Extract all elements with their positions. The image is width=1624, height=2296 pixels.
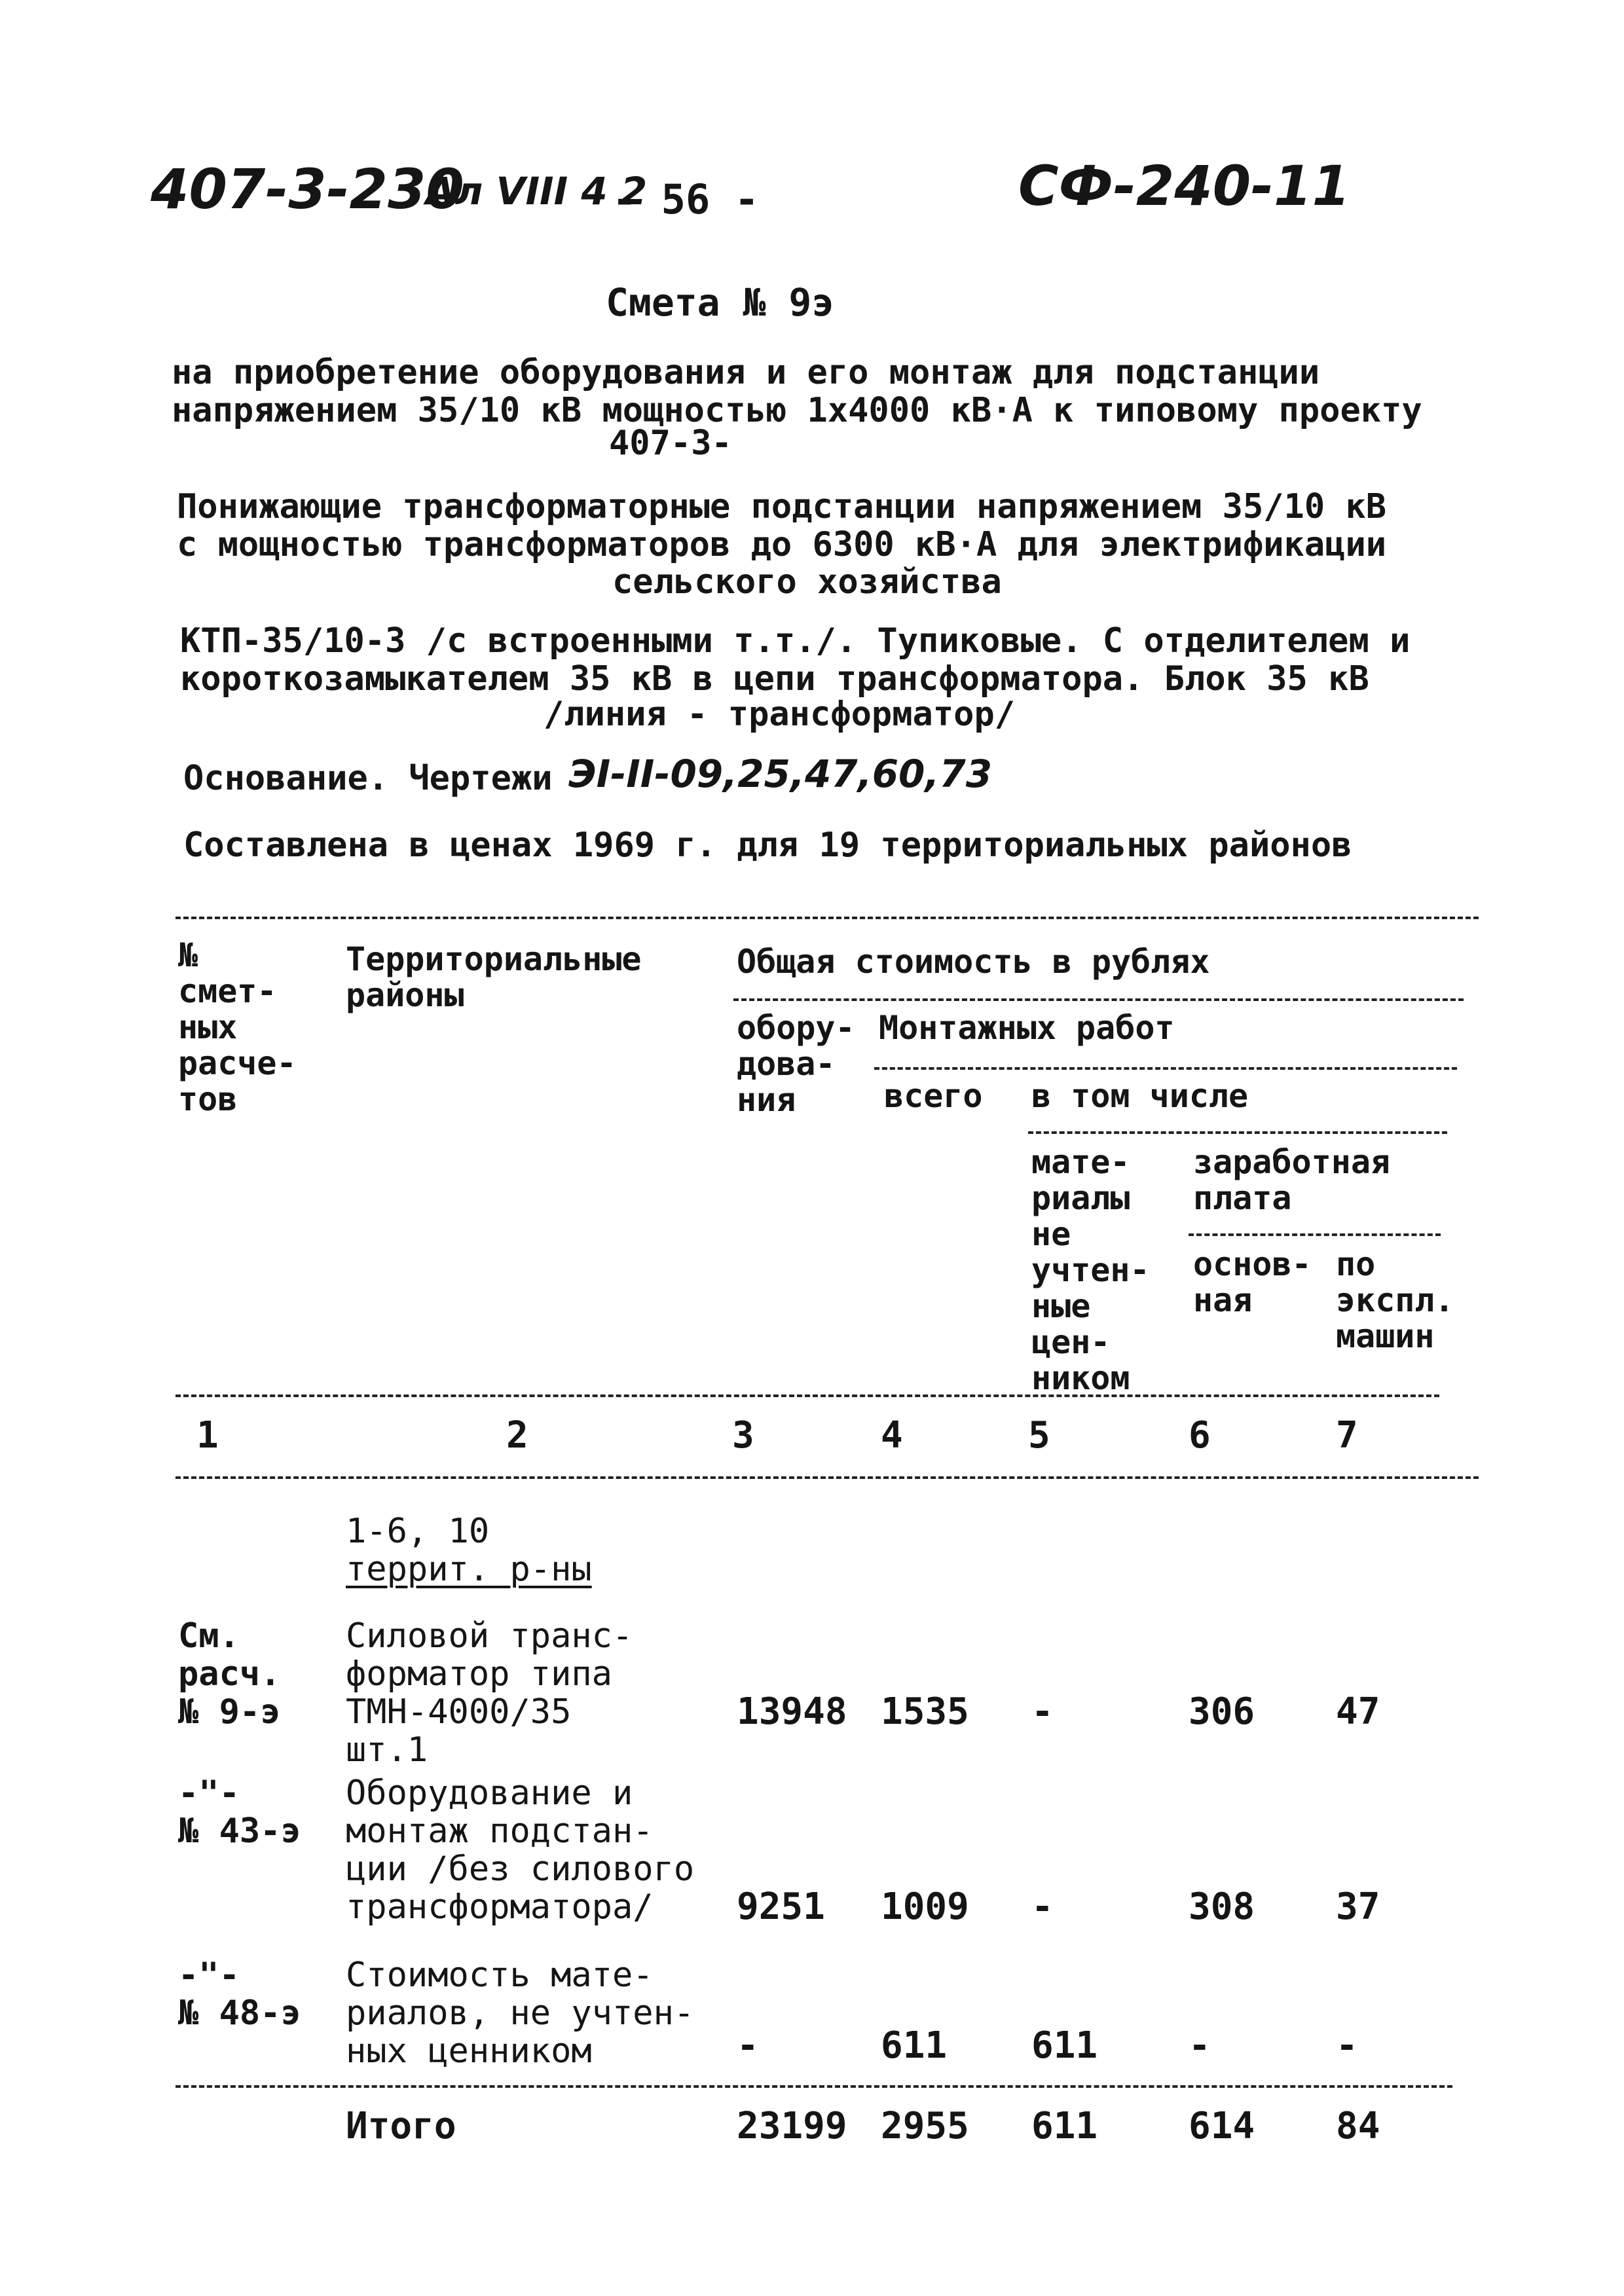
table-row-2-ref: -"- № 43-э — [178, 1774, 301, 1851]
column-number-6: 6 — [1189, 1414, 1211, 1457]
total-row-equipment: 23199 — [737, 2105, 847, 2147]
basis-drawings: ЭI-II-09,25,47,60,73 — [568, 752, 993, 796]
col-machine-wages-header: по экспл. машин — [1336, 1245, 1454, 1355]
col-regions-header: Территориальные районы — [346, 940, 642, 1014]
including-rule — [1028, 1131, 1447, 1134]
project-line-1: Понижающие трансформаторные подстанции напряжением 35/10 кВ — [177, 487, 1387, 526]
table-row-1-materials: - — [1031, 1690, 1054, 1733]
price-basis: Составлена в ценах 1969 г. для 19 территориальных районов — [183, 826, 1352, 865]
table-row-3-machines: - — [1336, 2024, 1358, 2067]
basis-label: Основание. Чертежи — [183, 759, 553, 798]
col-estimate-number-header: № смет- ных расче- тов — [178, 936, 297, 1118]
table-row-3-ref: -"- № 48-э — [178, 1956, 301, 2033]
table-row-2-wages: 308 — [1189, 1886, 1255, 1928]
col-installation-header: Монтажных работ — [879, 1009, 1175, 1047]
table-row-1-ref: См. расч. № 9-э — [178, 1616, 281, 1732]
table-row-2-total: 1009 — [881, 1886, 969, 1928]
project-line-3: сельского хозяйства — [612, 562, 1002, 602]
table-row-2-name: Оборудование и монтаж подстан- ции /без силового трансформатора/ — [346, 1774, 695, 1927]
document-code: 407-3-230 — [151, 157, 464, 221]
table-row-2-machines: 37 — [1336, 1886, 1380, 1928]
intro-line-3: 407-3- — [609, 424, 732, 463]
column-number-2: 2 — [506, 1414, 528, 1457]
table-row-1-machines: 47 — [1336, 1690, 1380, 1733]
col-wages-header: заработная плата — [1193, 1143, 1391, 1217]
table-top-rule — [175, 917, 1479, 919]
total-row-materials: 611 — [1031, 2105, 1098, 2147]
table-row-3-equipment: - — [737, 2024, 759, 2067]
col-installation-total-header: всего — [884, 1077, 983, 1115]
column-number-7: 7 — [1336, 1414, 1358, 1457]
col-total-cost-header: Общая стоимость в рублях — [737, 943, 1210, 981]
total-row-wages: 614 — [1189, 2105, 1255, 2147]
variant-line-2: короткозамыкателем 35 кВ в цепи трансформатора. Блок 35 кВ — [180, 659, 1369, 699]
header-bottom-rule — [175, 1394, 1439, 1397]
table-row-3-materials: 611 — [1031, 2024, 1098, 2067]
wages-rule — [1189, 1233, 1441, 1236]
column-numbers-rule — [175, 1476, 1479, 1479]
total-cost-rule — [733, 998, 1464, 1001]
variant-line-3: /линия - трансформатор/ — [544, 695, 1016, 734]
column-number-5: 5 — [1028, 1414, 1050, 1457]
col-including-header: в том числе — [1031, 1077, 1249, 1115]
total-row-machines: 84 — [1336, 2105, 1380, 2147]
total-row-label: Итого — [346, 2105, 456, 2147]
page-title: Смета № 9э — [606, 280, 835, 325]
table-row-3-total: 611 — [881, 2024, 948, 2067]
project-code: СФ-240-11 — [1018, 154, 1350, 218]
page-number: - 56 - — [612, 175, 759, 223]
album-code: Ал VIII 4 2 — [426, 169, 648, 213]
table-row-2-equipment: 9251 — [737, 1886, 825, 1928]
column-number-1: 1 — [196, 1414, 219, 1457]
col-equipment-header: обору- дова- ния — [737, 1009, 855, 1119]
total-row-rule — [175, 2085, 1452, 2088]
table-row-1-wages: 306 — [1189, 1690, 1255, 1733]
col-materials-header: мате- риалы не учтен- ные цен- ником — [1031, 1143, 1150, 1397]
project-line-2: с мощностью трансформаторов до 6300 кВ·А для электрификации — [177, 525, 1387, 564]
intro-line-2: напряжением 35/10 кВ мощностью 1х4000 кВ·А к типовому проекту — [172, 391, 1422, 430]
table-row-1-name: Силовой транс- форматор типа ТМН-4000/35 шт.1 — [346, 1616, 633, 1770]
intro-line-1: на приобретение оборудования и его монтаж для подстанции — [172, 353, 1320, 392]
table-row-2-materials: - — [1031, 1886, 1054, 1928]
table-row-1-equipment: 13948 — [737, 1690, 847, 1733]
total-row-total: 2955 — [881, 2105, 969, 2147]
col-basic-wages-header: основ- ная — [1193, 1245, 1312, 1319]
variant-line-1: КТП-35/10-3 /с встроенными т.т./. Тупиковые. С отделителем и — [180, 621, 1411, 661]
column-number-3: 3 — [732, 1414, 754, 1457]
column-number-4: 4 — [881, 1414, 903, 1457]
installation-rule — [874, 1067, 1457, 1070]
table-row-3-name: Стоимость мате- риалов, не учтен- ных ценником — [346, 1956, 695, 2071]
group-title: 1-6, 10 террит. р-ны — [346, 1512, 592, 1589]
table-row-3-wages: - — [1189, 2024, 1211, 2067]
table-row-1-total: 1535 — [881, 1690, 969, 1733]
